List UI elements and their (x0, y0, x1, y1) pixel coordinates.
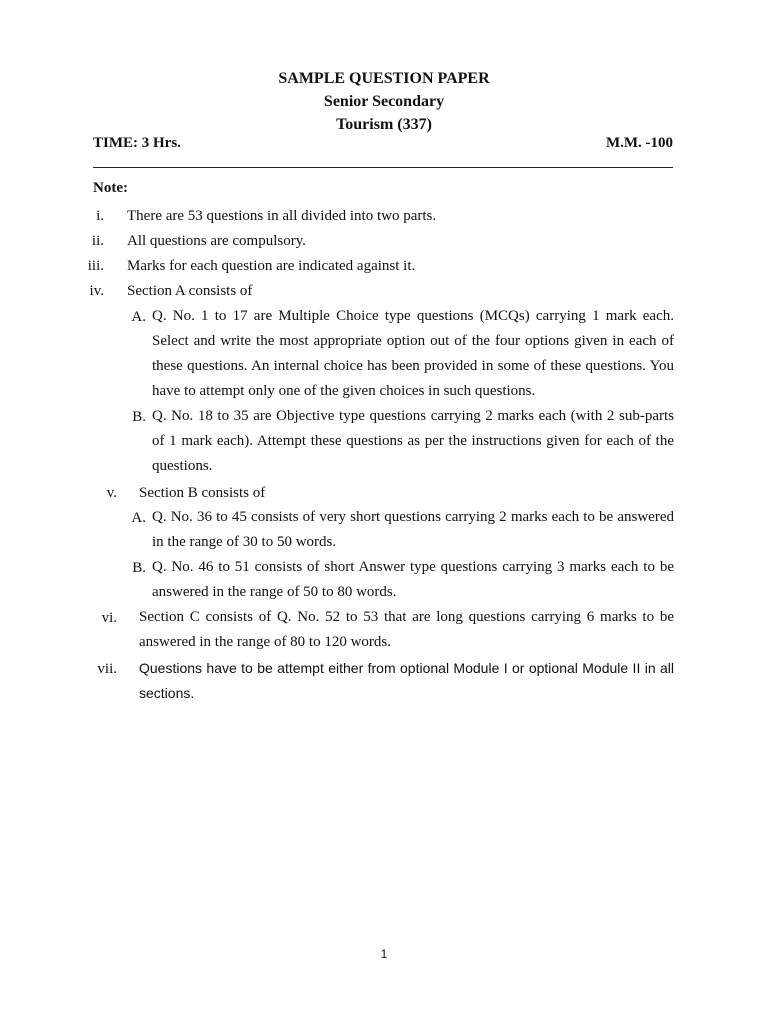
note-item-text: All questions are compulsory. (127, 233, 306, 249)
note-item-number: iv. (89, 283, 104, 299)
note-item-text: There are 53 questions in all divided into two parts. (127, 208, 437, 224)
sub-item-text: Q. No. 18 to 35 are Objective type questions carrying 2 marks each (with 2 sub-parts of 1 mark each). Attempt these questions as per the instructions given for each of the questions. (152, 408, 674, 474)
note-item-number: iii. (87, 258, 104, 274)
page-number: 1 (380, 947, 388, 961)
note-item-number: i. (96, 208, 104, 224)
note-item-text: Section C consists of Q. No. 52 to 53 that are long questions carrying 6 marks to be answered in the range of 80 to 120 words. (139, 609, 674, 650)
sub-item-letter: B. (132, 409, 146, 425)
note-item-text: Section A consists of (127, 283, 253, 299)
sub-item-letter: B. (132, 560, 146, 576)
paper-title: SAMPLE QUESTION PAPER (278, 70, 490, 87)
sub-item-text: Q. No. 36 to 45 consists of very short questions carrying 2 marks each to be answered in the range of 30 to 50 words. (152, 509, 674, 550)
note-item-text: Questions have to be attempt either from optional Module I or optional Module II in all sections. (139, 660, 674, 701)
note-item-number: vi. (101, 610, 117, 626)
sub-item-letter: A. (131, 309, 146, 325)
paper-level: Senior Secondary (323, 93, 445, 110)
sub-item-text: Q. No. 1 to 17 are Multiple Choice type questions (MCQs) carrying 1 mark each. Select and write the most appropriate option out of the four options given in each of these questions. An internal choice has been provided in some of these questions. You have to attempt only one of the given choices in such questions. (152, 308, 674, 399)
max-marks-label: M.M. -100 (605, 135, 673, 151)
note-item-number: v. (106, 485, 117, 501)
sub-item-text: Q. No. 46 to 51 consists of short Answer type questions carrying 3 marks each to be answered in the range of 50 to 80 words. (152, 559, 674, 600)
paper-subject: Tourism (337) (336, 116, 432, 133)
note-item-text: Marks for each question are indicated against it. (127, 258, 416, 274)
time-label: TIME: 3 Hrs. (93, 135, 181, 151)
note-item-number: vii. (97, 661, 117, 677)
header-divider (93, 167, 673, 168)
note-item-text: Section B consists of (139, 485, 266, 501)
sub-item-letter: A. (131, 510, 146, 526)
note-item-number: ii. (91, 233, 104, 249)
note-heading: Note: (93, 180, 128, 196)
